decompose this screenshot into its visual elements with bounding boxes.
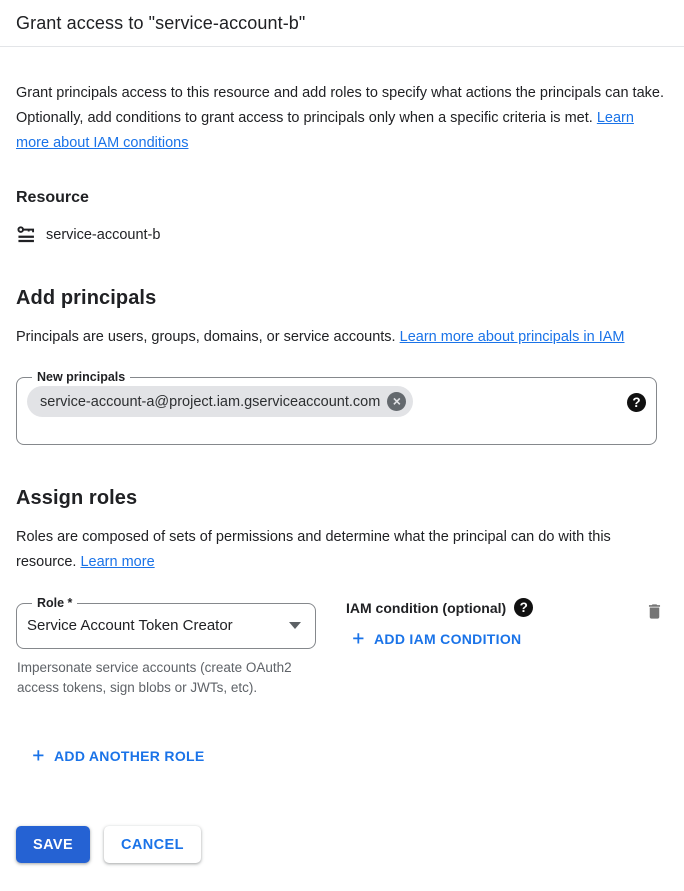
roles-description xyxy=(16,525,666,575)
page-title: Grant access to "service-account-b" xyxy=(16,13,306,33)
condition-label: IAM condition (optional) xyxy=(346,599,507,616)
save-button[interactable]: SAVE xyxy=(16,826,90,863)
intro-text xyxy=(16,81,666,156)
condition-help-icon[interactable]: ? xyxy=(514,598,533,617)
role-selected-value: Service Account Token Creator xyxy=(27,617,233,634)
resource-row xyxy=(16,224,668,245)
cancel-button[interactable]: CANCEL xyxy=(104,826,201,863)
condition-label-row xyxy=(346,598,641,617)
roles-learn-more-link[interactable]: Learn more xyxy=(80,554,155,570)
iam-conditions-link[interactable]: Learn more about IAM conditions xyxy=(16,110,634,151)
principal-chip xyxy=(27,386,413,417)
new-principals-field[interactable] xyxy=(16,370,657,445)
principals-learn-more-link[interactable]: Learn more about principals in IAM xyxy=(399,329,625,345)
principal-chip-label: service-account-a@project.iam.gserviceaccount.com xyxy=(40,393,381,410)
new-principals-input-area[interactable] xyxy=(27,384,646,436)
add-iam-condition-label: ADD IAM CONDITION xyxy=(374,630,522,647)
role-select[interactable] xyxy=(16,596,316,649)
resource-name: service-account-b xyxy=(46,226,161,243)
resource-heading: Resource xyxy=(16,189,89,206)
principals-description xyxy=(16,325,666,350)
role-column xyxy=(16,596,316,697)
add-another-role-button[interactable] xyxy=(26,745,209,766)
add-principals-heading: Add principals xyxy=(16,287,157,309)
add-iam-condition-button[interactable] xyxy=(346,628,525,649)
condition-column xyxy=(346,596,641,652)
add-another-role-label: ADD ANOTHER ROLE xyxy=(54,747,205,764)
role-helper-text: Impersonate service accounts (create OAuth2 access tokens, sign blobs or JWTs, etc). xyxy=(17,660,292,695)
add-role-row xyxy=(26,734,668,769)
role-label: Role * xyxy=(37,596,73,610)
principals-description-body: Principals are users, groups, domains, or service accounts. xyxy=(16,329,400,345)
plus-icon xyxy=(30,747,47,764)
dialog-content xyxy=(0,81,684,769)
chevron-down-icon xyxy=(289,622,301,629)
chip-remove-icon[interactable]: × xyxy=(387,392,406,411)
plus-icon xyxy=(350,630,367,647)
principals-help-icon[interactable]: ? xyxy=(627,393,646,412)
roles-description-body: Roles are composed of sets of permissions and determine what the principal can do with this resource. xyxy=(16,529,611,570)
dialog-footer xyxy=(16,826,668,863)
assign-roles-heading: Assign roles xyxy=(16,487,138,509)
dialog-header xyxy=(0,0,684,47)
service-account-icon xyxy=(16,224,37,245)
new-principals-label: New principals xyxy=(37,370,126,384)
role-row xyxy=(16,596,668,697)
trash-icon xyxy=(645,602,664,621)
intro-text-body: Grant principals access to this resource and add roles to specify what actions the principals can take. Optionally, add conditions to grant access to principals only when a specific criteria is met. xyxy=(16,85,664,126)
trash-column xyxy=(641,596,668,628)
delete-role-button[interactable] xyxy=(641,598,668,628)
role-select-trigger[interactable] xyxy=(27,610,305,640)
